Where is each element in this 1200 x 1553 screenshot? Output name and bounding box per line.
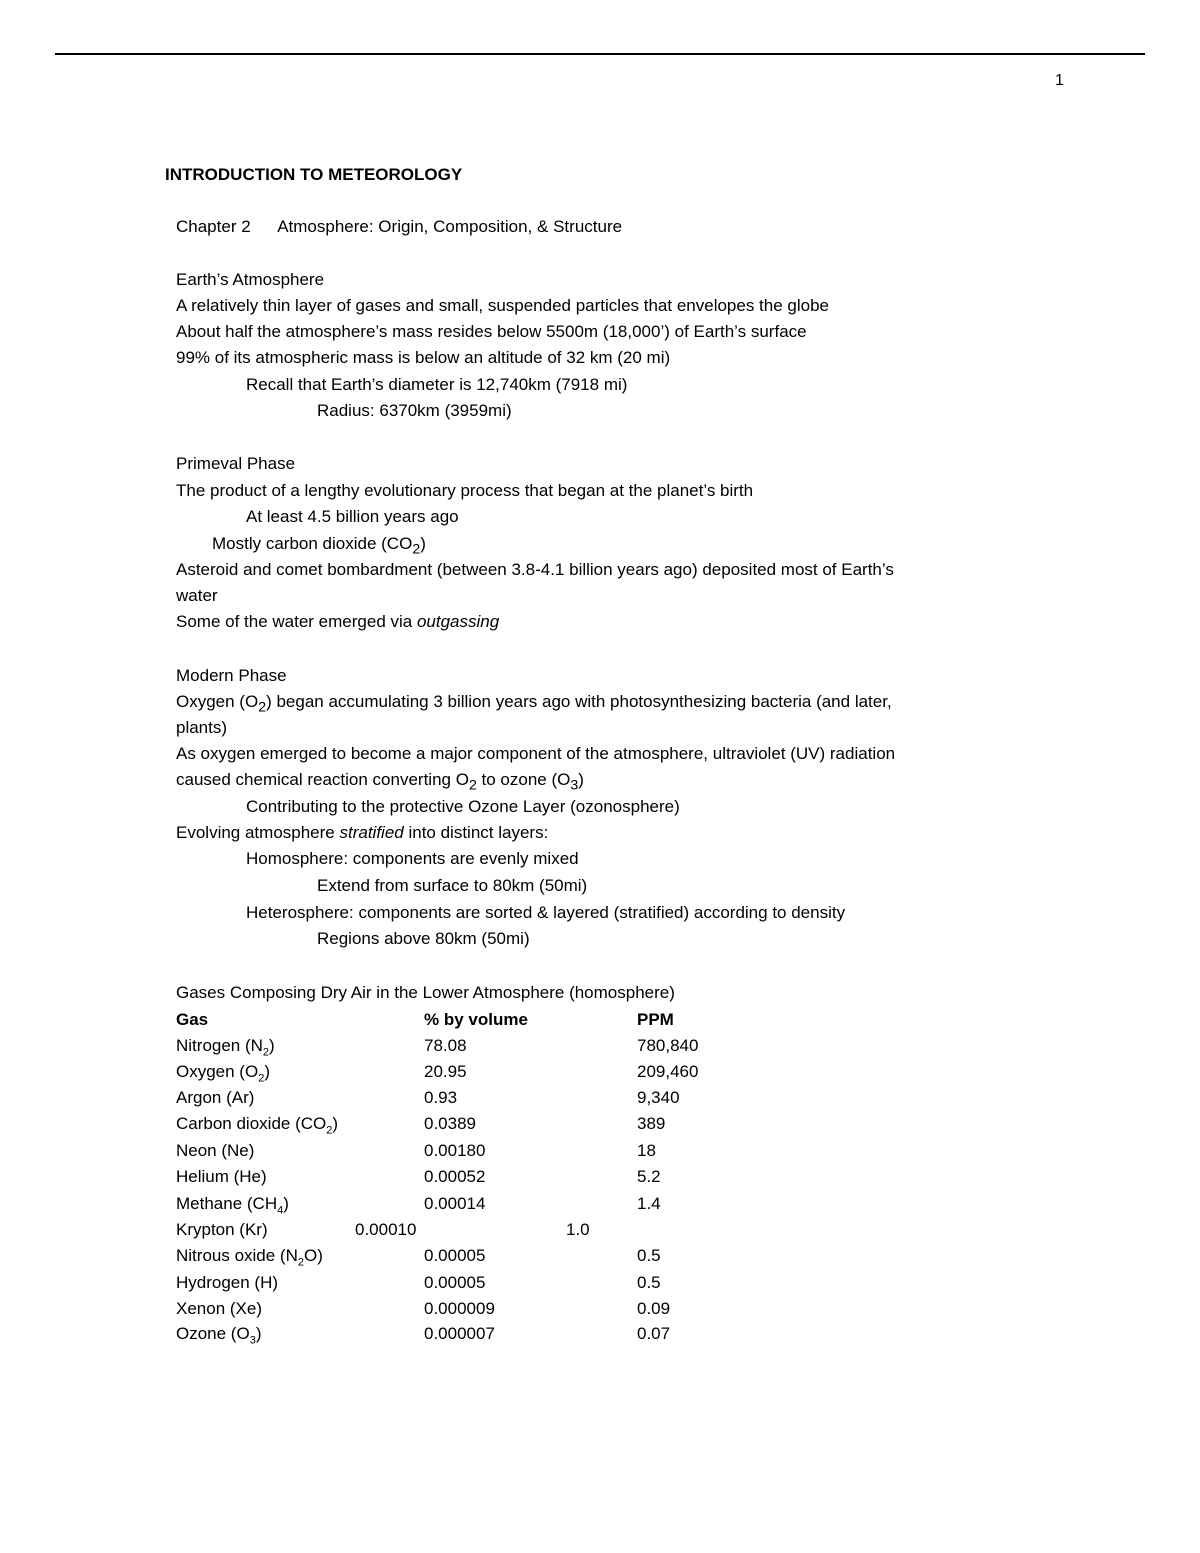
ppm-cell: 0.5 (637, 1246, 661, 1265)
text-line: At least 4.5 billion years ago (246, 507, 459, 526)
text-line: Asteroid and comet bombardment (between 3.8-4.1 billion years ago) deposited most of Earth’s (176, 560, 894, 579)
term-outgassing: outgassing (416, 612, 500, 631)
ppm-cell: 780,840 (637, 1036, 699, 1055)
text-line: As oxygen emerged to become a major component of the atmosphere, ultraviolet (UV) radiation (176, 744, 896, 763)
table-header-ppm: PPM (637, 1010, 674, 1029)
text-line: caused chemical reaction converting $O_2$ to ozone $(O_3)$ (176, 770, 584, 794)
text-line: A relatively thin layer of gases and small, suspended particles that envelopes the globe (176, 296, 830, 315)
gas-name-cell: Neon (Ne) (176, 1141, 255, 1160)
chapter-title: Atmosphere: Origin, Composition, & Structure (277, 217, 623, 236)
ppm-cell: 5.2 (637, 1167, 661, 1186)
text-line: Homosphere: components are evenly mixed (246, 849, 579, 868)
text-line: Evolving atmosphere stratified into distinct layers: (176, 823, 549, 842)
text-line: Oxygen $(O_2)$ began accumulating 3 billion years ago with photosynthesizing bacteria (and later, (176, 692, 892, 716)
ppm-cell: 18 (637, 1141, 656, 1160)
pct-cell: 0.000009 (424, 1299, 495, 1318)
text-line: water (176, 586, 218, 605)
gas-name-cell: Nitrous oxide $(N_2O)$ (176, 1246, 323, 1269)
table-title: Gases Composing Dry Air in the Lower Atmosphere (homosphere) (176, 983, 675, 1002)
text-line: The product of a lengthy evolutionary process that began at the planet’s birth (176, 481, 754, 500)
text-line: Recall that Earth’s diameter is 12,740km (7918 mi) (246, 375, 628, 394)
pct-cell: 0.0389 (424, 1114, 476, 1133)
ppm-cell: 0.5 (637, 1273, 661, 1292)
text-line: plants) (176, 718, 228, 737)
pct-cell: 0.00014 (424, 1194, 486, 1213)
pct-cell: 0.00180 (424, 1141, 486, 1160)
gas-name-cell: Hydrogen (H) (176, 1273, 279, 1292)
section-heading-primeval-phase: Primeval Phase (176, 454, 296, 473)
gas-name-cell: Carbon dioxide $(CO_2)$ (176, 1114, 339, 1137)
text-line: Extend from surface to 80km (50mi) (317, 876, 588, 895)
ppm-cell: 1.4 (637, 1194, 661, 1213)
gas-name-cell: Methane $(CH_4)$ (176, 1194, 289, 1217)
pct-cell: 0.00052 (424, 1167, 486, 1186)
term-stratified: stratified (339, 823, 404, 842)
gas-name-cell: Ozone $(O_3)$ (176, 1324, 262, 1347)
text-line: Regions above 80km (50mi) (317, 929, 530, 948)
pct-cell: 78.08 (424, 1036, 467, 1055)
gas-name-cell: Argon (Ar) (176, 1088, 255, 1107)
pct-cell: 0.00005 (424, 1273, 486, 1292)
text-line: 99% of its atmospheric mass is below an altitude of 32 km (20 mi) (176, 348, 671, 367)
pct-cell: 0.00010 (355, 1220, 417, 1239)
ppm-cell: 1.0 (566, 1220, 590, 1239)
course-title: INTRODUCTION TO METEOROLOGY (165, 165, 463, 184)
section-heading-earths-atmosphere: Earth’s Atmosphere (176, 270, 325, 289)
page-number: 1 (1055, 72, 1064, 89)
ppm-cell: 0.07 (637, 1324, 671, 1343)
text-line: Contributing to the protective Ozone Layer (ozonosphere) (246, 797, 680, 816)
table-header-gas: Gas (176, 1010, 209, 1029)
pct-cell: 20.95 (424, 1062, 467, 1081)
pct-cell: 0.000007 (424, 1324, 495, 1343)
ppm-cell: 209,460 (637, 1062, 699, 1081)
ppm-cell: 9,340 (637, 1088, 680, 1107)
text-line: About half the atmosphere’s mass resides below 5500m (18,000’) of Earth’s surface (176, 322, 807, 341)
pct-cell: 0.00005 (424, 1246, 486, 1265)
text-line: Radius: 6370km (3959mi) (317, 401, 512, 420)
ppm-cell: 389 (637, 1114, 666, 1133)
text-line: Mostly carbon dioxide $(CO_2)$ (212, 534, 426, 558)
gas-name-cell: Helium (He) (176, 1167, 267, 1186)
gas-name-cell: Nitrogen $(N_2)$ (176, 1036, 275, 1059)
gas-name-cell: Oxygen $(O_2)$ (176, 1062, 270, 1085)
chapter-line (176, 216, 622, 238)
table-header-pct: % by volume (424, 1010, 528, 1029)
gas-name-cell: Krypton (Kr) (176, 1220, 268, 1239)
chapter-label: Chapter 2 (176, 217, 251, 236)
ppm-cell: 0.09 (637, 1299, 671, 1318)
header-rule (55, 53, 1145, 55)
pct-cell: 0.93 (424, 1088, 458, 1107)
section-heading-modern-phase: Modern Phase (176, 666, 287, 685)
text-line: Heterosphere: components are sorted & layered (stratified) according to density (246, 903, 846, 922)
text-line: Some of the water emerged via outgassing (176, 612, 500, 631)
gas-name-cell: Xenon (Xe) (176, 1299, 262, 1318)
